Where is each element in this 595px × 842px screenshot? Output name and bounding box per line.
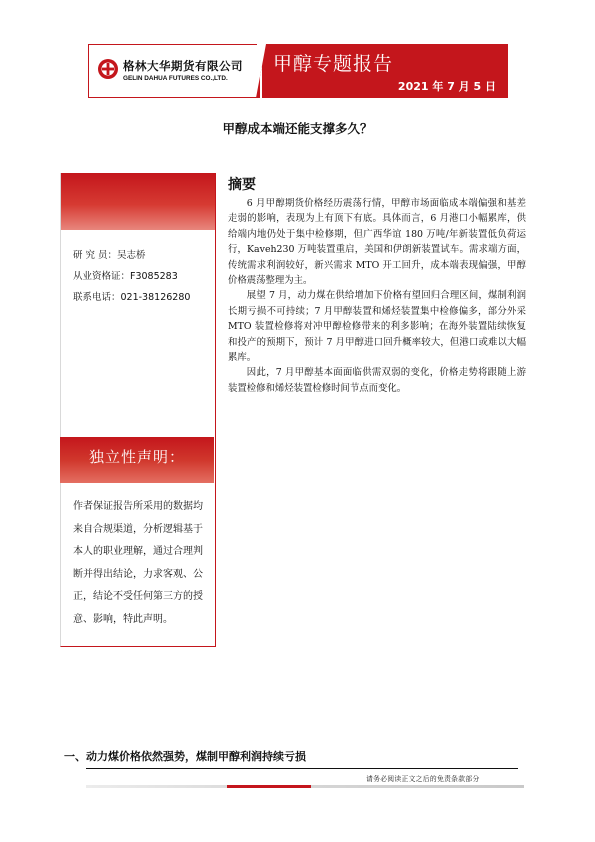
footer-divider xyxy=(86,768,518,769)
document-title: 甲醇成本端还能支撑多久？ xyxy=(222,121,373,136)
qualification-number: 从业资格证：F3085283 xyxy=(73,271,178,282)
report-header xyxy=(88,44,508,98)
abstract-paragraph-2: 展望 7 月，动力煤在供给增加下价格有望回归合理区间，煤制利润长期亏损不可持续；7 月甲醇装置和烯烃装置集中检修偏多，部分外采 MTO 装置检修将对冲甲醇检修带来的利多影响；在海外装置陆续恢复和投产的预期下，预计 7 月甲醇进口回升概率较大，但港口或难以大幅累库。 xyxy=(228,290,526,364)
abstract-paragraph-1: 6 月甲醇期货价格经历震荡行情，甲醇市场面临成本端偏强和基差走弱的影响，表现为上有顶下有底。具体而言，6 月港口小幅累库，供给端内地仍处于集中检修期，但广西华谊 180 万吨/年新装置低负荷运行，Kaveh230 万吨装置重启，美国和伊朗新装置试车。需求端方面，传统需求利润较好，新兴需求 MTO 开工回升，成本端表现偏强，甲醇价格震荡整理为主。 xyxy=(228,198,526,287)
abstract-paragraph-3: 因此，7 月甲醇基本面面临供需双弱的变化，价格走势将跟随上游装置检修和烯烃装置检修时间节点而变化。 xyxy=(228,367,526,394)
section-1-heading: 一、动力煤价格依然强势，煤制甲醇利润持续亏损 xyxy=(64,750,306,763)
author-info xyxy=(73,245,190,308)
independence-statement: 作者保证报告所采用的数据均来自合规渠道，分析逻辑基于本人的职业理解，通过合理判断并得出结论，力求客观、公正，结论不受任何第三方的授意、影响，特此声明。 xyxy=(73,501,203,625)
contact-phone: 联系电话：021-38126280 xyxy=(73,292,191,303)
footer-disclaimer-note: 请务必阅读正文之后的免责条款部分 xyxy=(366,775,480,783)
researcher-name: 研 究 员：吴志桥 xyxy=(73,250,146,261)
company-name-en: GELIN DAHUA FUTURES CO.,LTD. xyxy=(123,75,228,82)
footer-bar-accent xyxy=(227,785,311,788)
company-logo-icon xyxy=(97,58,119,80)
report-date: 2021 年 7 月 5 日 xyxy=(397,80,496,93)
report-type-title: 甲醇专题报告 xyxy=(273,53,394,75)
abstract-body xyxy=(228,196,526,396)
abstract-heading: 摘要 xyxy=(228,177,256,193)
independence-title: 独立性声明： xyxy=(88,448,185,466)
sidebar-top-band xyxy=(61,173,215,230)
logo-box xyxy=(88,44,257,98)
company-name-cn: 格林大华期货有限公司 xyxy=(123,59,243,73)
